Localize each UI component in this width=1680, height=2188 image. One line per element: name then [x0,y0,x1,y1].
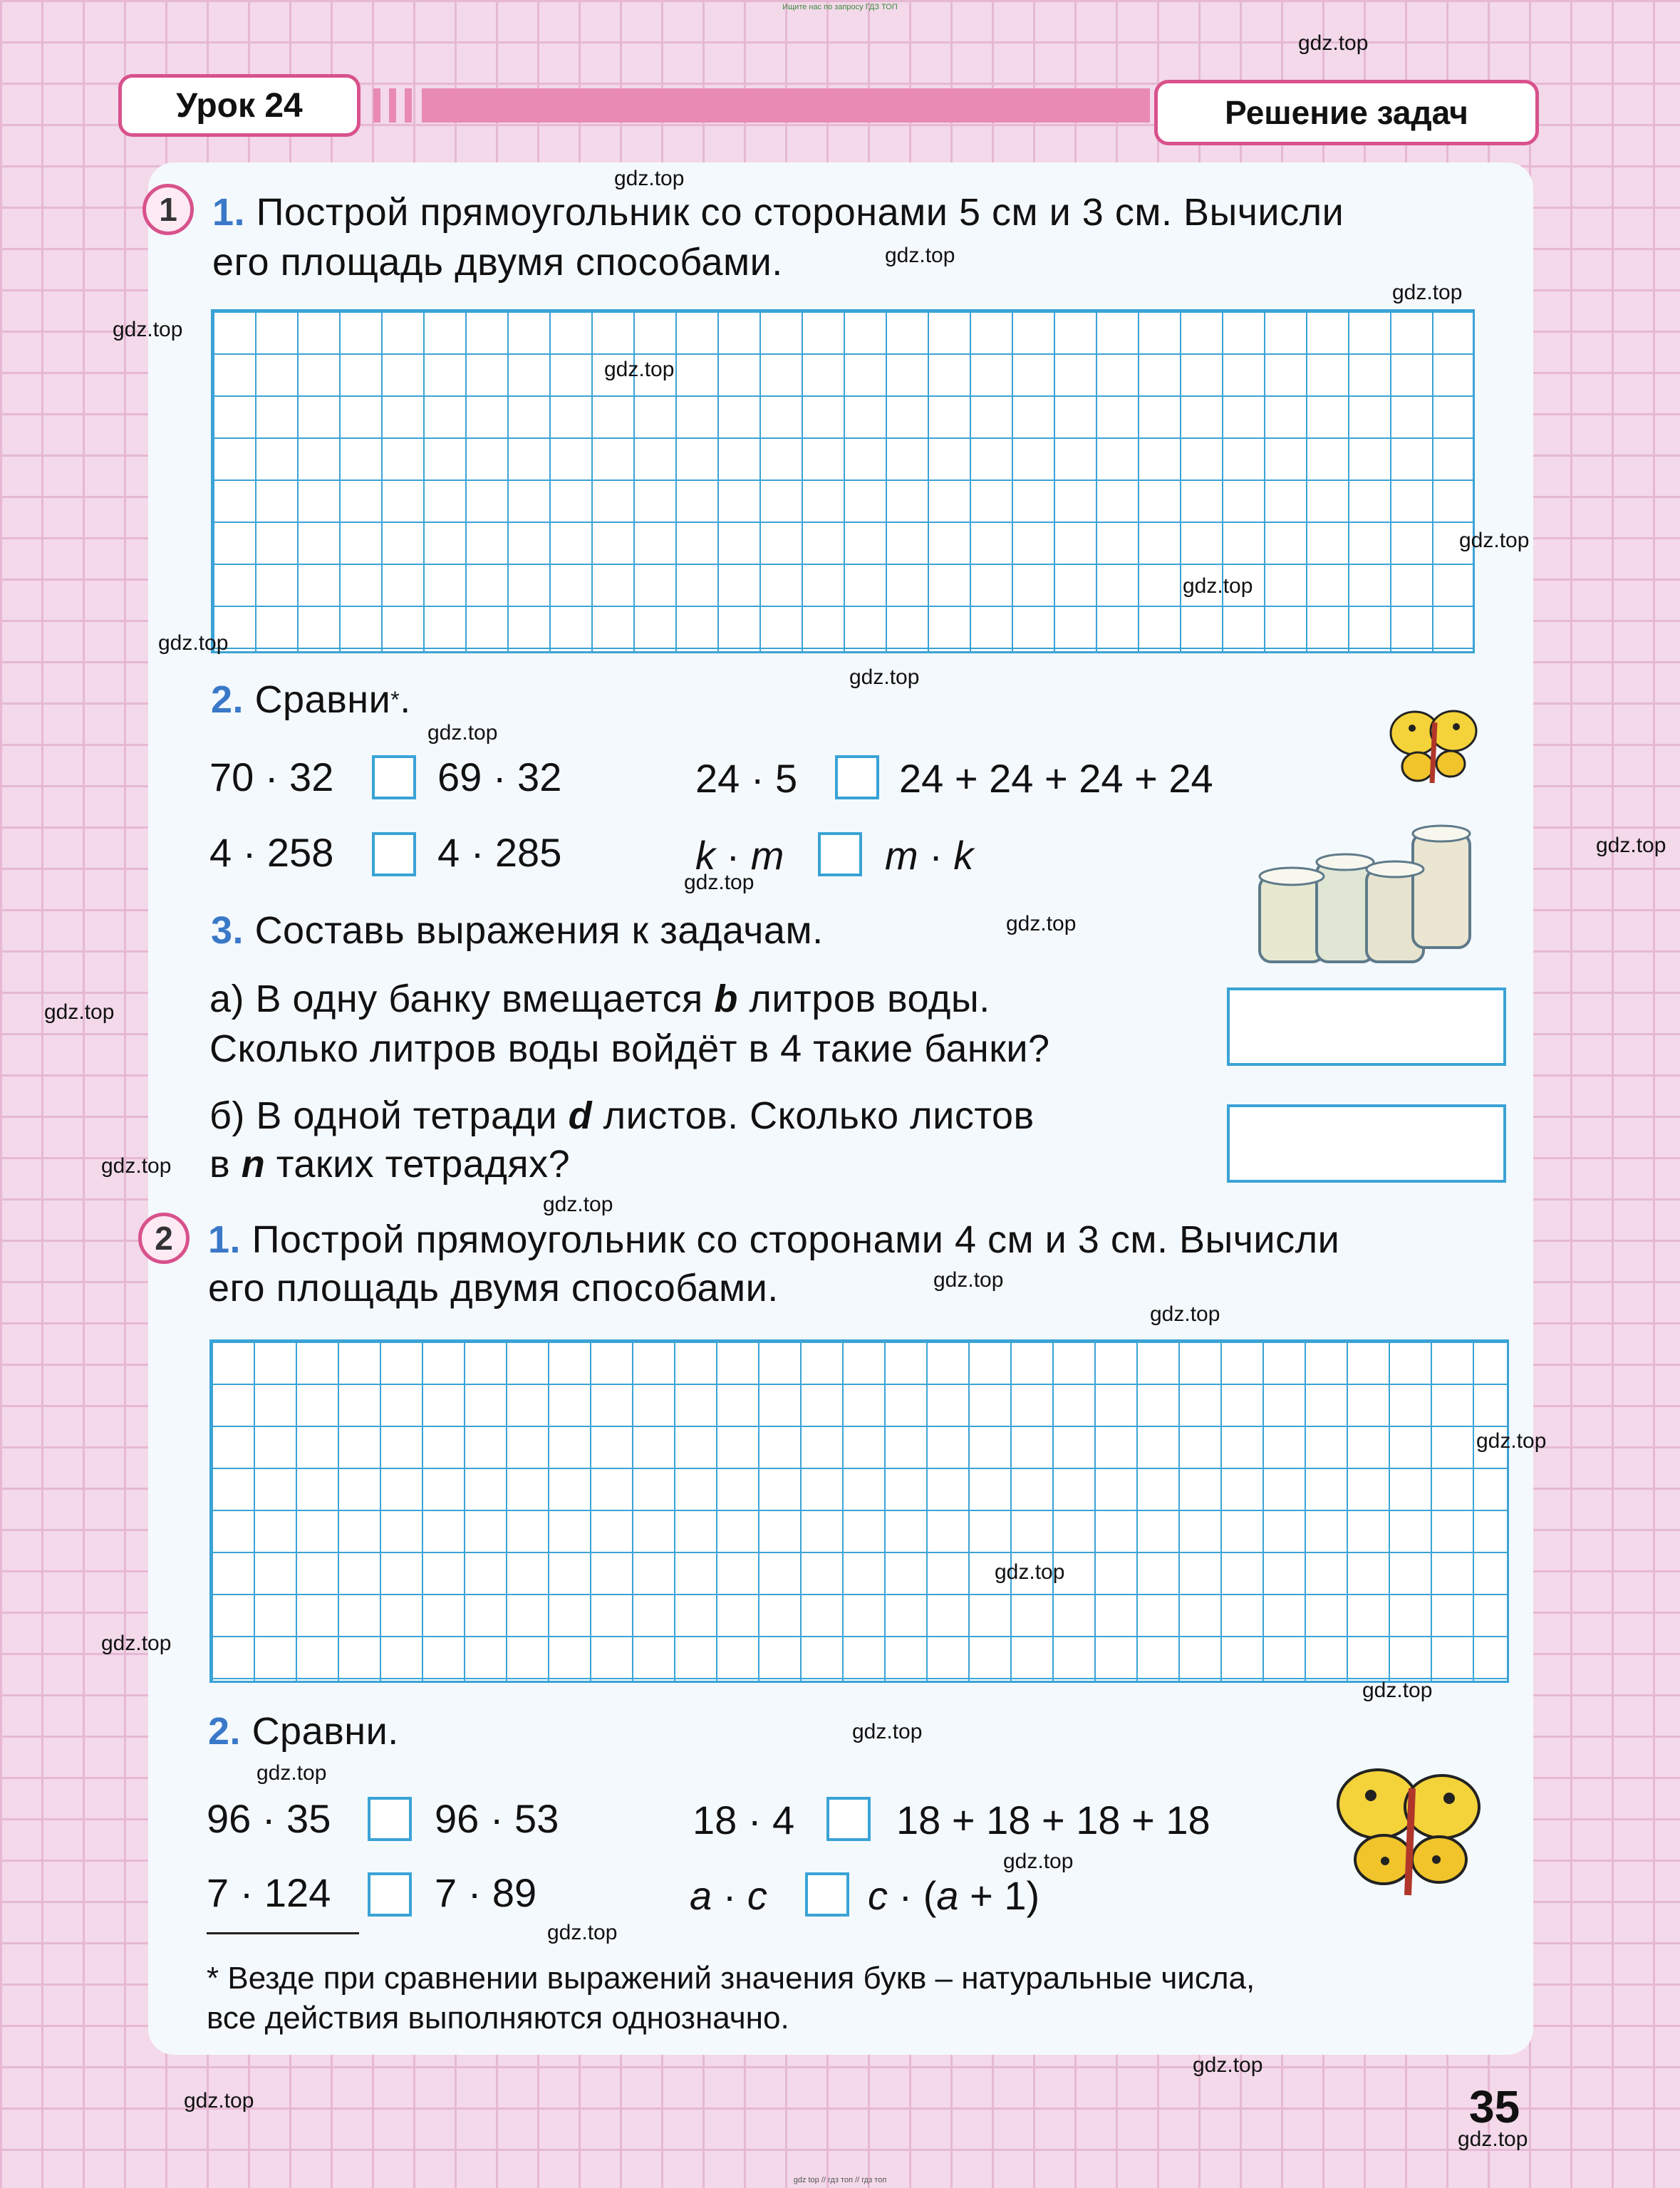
watermark: gdz.top [849,665,920,689]
s1-task3-heading [211,906,824,955]
watermark: gdz.top [1392,281,1463,304]
expr: 96 · 53 [435,1796,559,1841]
expr: 18 + 18 + 18 + 18 [896,1798,1210,1842]
expr-letters [868,1872,1039,1919]
compare-box[interactable] [372,832,416,876]
watermark: gdz.top [543,1193,613,1216]
task3a-line1 [209,975,990,1023]
compare-box[interactable] [372,755,416,799]
page-number: 35 [1469,2081,1520,2132]
footnote-mark: * [390,687,400,712]
s1-task1-line2: его площадь двумя способами. [212,241,783,284]
op: · ( [888,1873,937,1918]
var: m [885,833,918,878]
text: а) В одну банку вмещается [209,978,715,1020]
header-stripe [373,88,380,123]
task-title-dot: . [400,678,411,721]
expr: 18 · 4 [693,1798,795,1842]
op: · [715,833,751,878]
watermark: gdz.top [614,167,685,190]
expr-letters [885,832,973,878]
watermark: gdz.top [1476,1429,1547,1453]
footnote-rule [207,1932,359,1934]
watermark: gdz.top [995,1560,1065,1584]
watermark: gdz.top [604,358,675,381]
watermark: gdz.top [1362,1679,1433,1702]
task-number: 2. [211,678,244,721]
watermark: gdz.top [1596,834,1666,857]
top-note: Ищите нас по запросу ГДЗ ТОП [782,3,898,11]
watermark: gdz.top [113,318,183,341]
s1-task2-heading [211,675,411,724]
s2-task2-heading [208,1707,399,1756]
task-line: Построй прямоугольник со сторонами 4 см и 3 см. Вычисли [252,1218,1340,1261]
watermark: gdz.top [1193,2053,1263,2077]
topic-label: Решение задач [1154,80,1539,145]
footnote-line1: * Везде при сравнении выражений значения букв – натуральные числа, [207,1961,1255,1996]
task-number: 1. [212,191,246,234]
bottom-note: gdz top // гдз топ // гдз топ [793,2176,887,2184]
watermark: gdz.top [427,721,498,745]
watermark: gdz.top [158,631,229,655]
watermark: gdz.top [547,1921,618,1944]
watermark: gdz.top [1150,1302,1220,1326]
compare-box[interactable] [835,755,879,799]
expr: 70 · 32 [209,755,334,799]
footnote-line2: все действия выполняются однозначно. [207,2001,789,2036]
s1-task1-text [212,188,1344,237]
text: б) В одной тетради [209,1094,569,1137]
op: + 1) [958,1873,1040,1918]
watermark: gdz.top [852,1720,923,1743]
var: a [690,1873,712,1918]
text: литров воды. [737,978,990,1020]
section-1-badge: 1 [142,184,194,235]
text: листов. Сколько листов [592,1094,1035,1137]
expr: 7 · 89 [435,1870,537,1915]
watermark: gdz.top [1183,574,1253,598]
task-number: 2. [208,1710,242,1753]
expr: 7 · 124 [207,1870,331,1915]
expr: 69 · 32 [437,755,562,799]
compare-box[interactable] [805,1872,849,1917]
watermark: gdz.top [101,1632,172,1655]
expr: 4 · 258 [209,830,334,875]
watermark: gdz.top [1006,912,1077,935]
watermark: gdz.top [101,1154,172,1178]
s2-task1-text [208,1215,1339,1264]
watermark: gdz.top [184,2089,254,2112]
task-title: Составь выражения к задачам. [254,909,824,952]
var: k [695,833,715,878]
s2-task1-line2: его площадь двумя способами. [208,1267,779,1310]
watermark: gdz.top [1298,31,1369,55]
compare-box[interactable] [826,1797,871,1841]
header-stripe [405,88,412,123]
s1-grid-area[interactable] [211,309,1475,653]
watermark: gdz.top [1458,2127,1528,2151]
op: · [712,1873,747,1918]
watermark: gdz.top [933,1268,1004,1292]
task-number: 3. [211,909,244,952]
watermark: gdz.top [256,1761,327,1785]
expr: 24 · 5 [695,756,798,801]
text: в [209,1143,242,1186]
butterfly-icon [1385,701,1485,794]
watermark: gdz.top [1003,1850,1074,1873]
header-stripe [422,88,1150,123]
task3b-line2 [209,1140,570,1188]
lesson-label: Урок 24 [118,74,361,137]
op: · [918,833,954,878]
var: d [568,1094,593,1137]
answer-box-b[interactable] [1227,1104,1506,1183]
task-title: Сравни. [252,1710,399,1753]
var: c [868,1873,888,1918]
task-number: 1. [208,1218,242,1261]
watermark: gdz.top [44,1000,115,1024]
var: c [747,1873,767,1918]
watermark: gdz.top [1459,529,1530,552]
expr: 24 + 24 + 24 + 24 [899,756,1213,801]
butterfly-icon [1328,1760,1492,1902]
text: таких тетрадях? [265,1143,571,1186]
expr-letters [690,1872,767,1919]
var: a [936,1873,959,1918]
section-2-badge: 2 [138,1213,190,1264]
s2-grid-area[interactable] [209,1339,1509,1683]
var: m [750,833,784,878]
task3b-line1 [209,1092,1035,1140]
expr: 4 · 285 [437,830,562,875]
task3a-line2: Сколько литров воды войдёт в 4 такие банки? [209,1027,1050,1070]
watermark: gdz.top [684,871,755,894]
compare-box[interactable] [368,1797,412,1841]
task-title: Сравни [254,678,391,721]
var: k [953,833,974,878]
task-line: Построй прямоугольник со сторонами 5 см и 3 см. Вычисли [256,191,1344,234]
compare-box[interactable] [368,1872,412,1917]
compare-box[interactable] [818,832,862,876]
jars-icon [1253,819,1481,969]
expr: 96 · 35 [207,1796,331,1841]
var: b [714,978,738,1020]
header-stripe [389,88,396,123]
answer-box-a[interactable] [1227,987,1506,1066]
var: n [241,1143,266,1186]
watermark: gdz.top [885,244,955,267]
